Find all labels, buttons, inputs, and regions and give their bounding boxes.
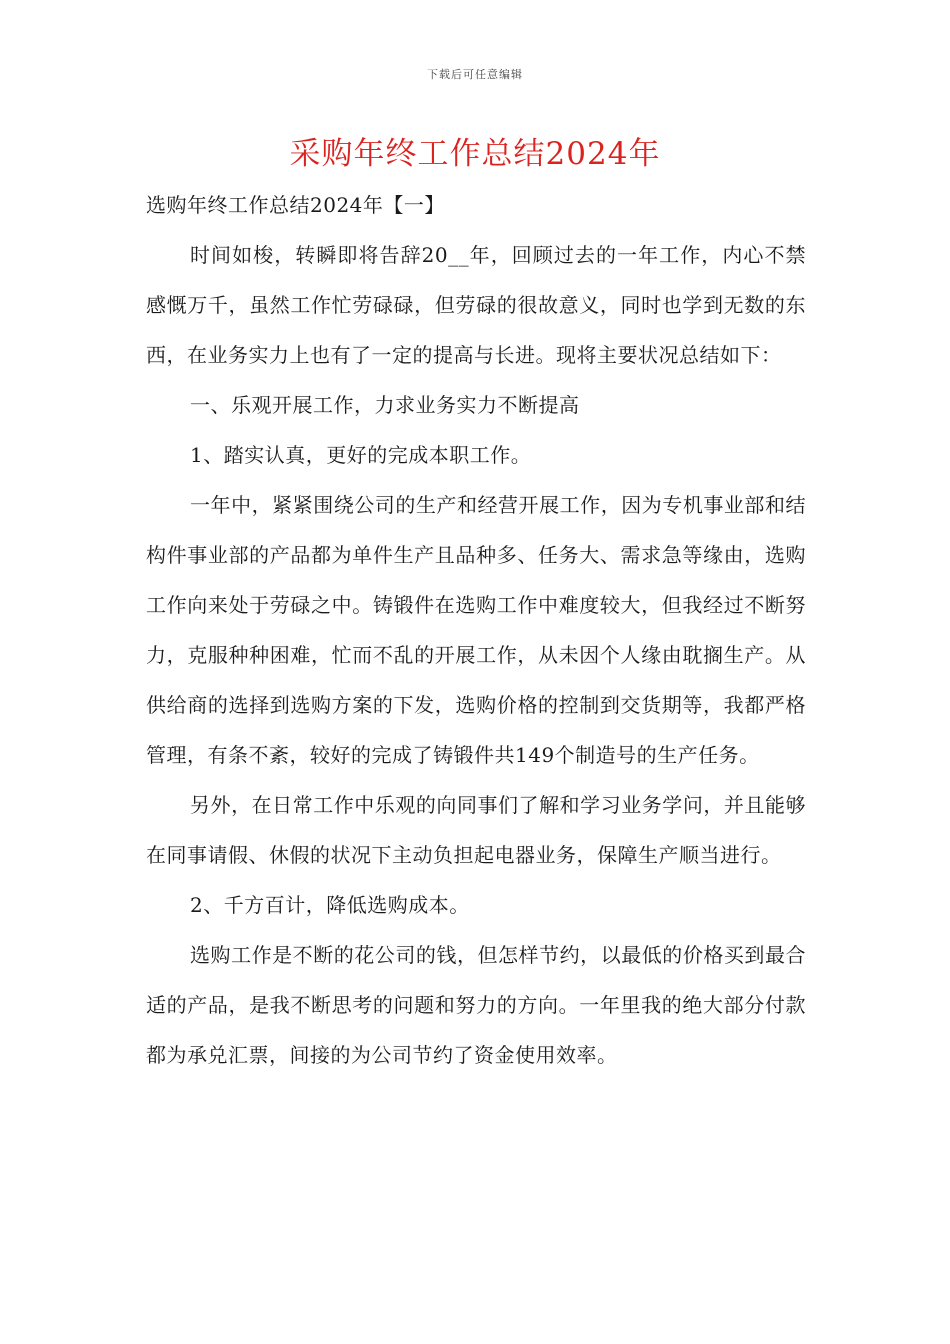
- subheading-1-2: 2、千方百计，降低选购成本。: [190, 893, 470, 917]
- paragraph-colleagues: 另外，在日常工作中乐观的向同事们了解和学习业务学问，并且能够在同事请假、休假的状况下主动负担起电器业务，保障生产顺当进行。: [146, 793, 806, 867]
- subheading-1: 一、乐观开展工作，力求业务实力不断提高: [190, 393, 580, 417]
- document-body: [146, 180, 806, 1080]
- header-note: 下载后可任意编辑: [427, 68, 523, 81]
- paragraph-intro: 时间如梭，转瞬即将告辞20__年，回顾过去的一年工作，内心不禁感慨万千，虽然工作忙劳碌碌，但劳碌的很故意义，同时也学到无数的东西，在业务实力上也有了一定的提高与长进。现将主要状况总结如下：: [146, 243, 806, 367]
- subheading-1-1: 1、踏实认真，更好的完成本职工作。: [190, 443, 532, 467]
- paragraph-cost: 选购工作是不断的花公司的钱，但怎样节约，以最低的价格买到最合适的产品，是我不断思考的问题和努力的方向。一年里我的绝大部分付款都为承兑汇票，间接的为公司节约了资金使用效率。: [146, 943, 806, 1067]
- section-heading: 选购年终工作总结2024年【一】: [146, 193, 445, 217]
- document-title: 采购年终工作总结2024年: [289, 136, 661, 172]
- paragraph-work: 一年中，紧紧围绕公司的生产和经营开展工作，因为专机事业部和结构件事业部的产品都为单件生产且品种多、任务大、需求急等缘由，选购工作向来处于劳碌之中。铸锻件在选购工作中难度较大，但我经过不断努力，克服种种困难，忙而不乱的开展工作，从未因个人缘由耽搁生产。从供给商的选择到选购方案的下发，选购价格的控制到交货期等，我都严格管理，有条不紊，较好的完成了铸锻件共149个制造号的生产任务。: [146, 493, 806, 767]
